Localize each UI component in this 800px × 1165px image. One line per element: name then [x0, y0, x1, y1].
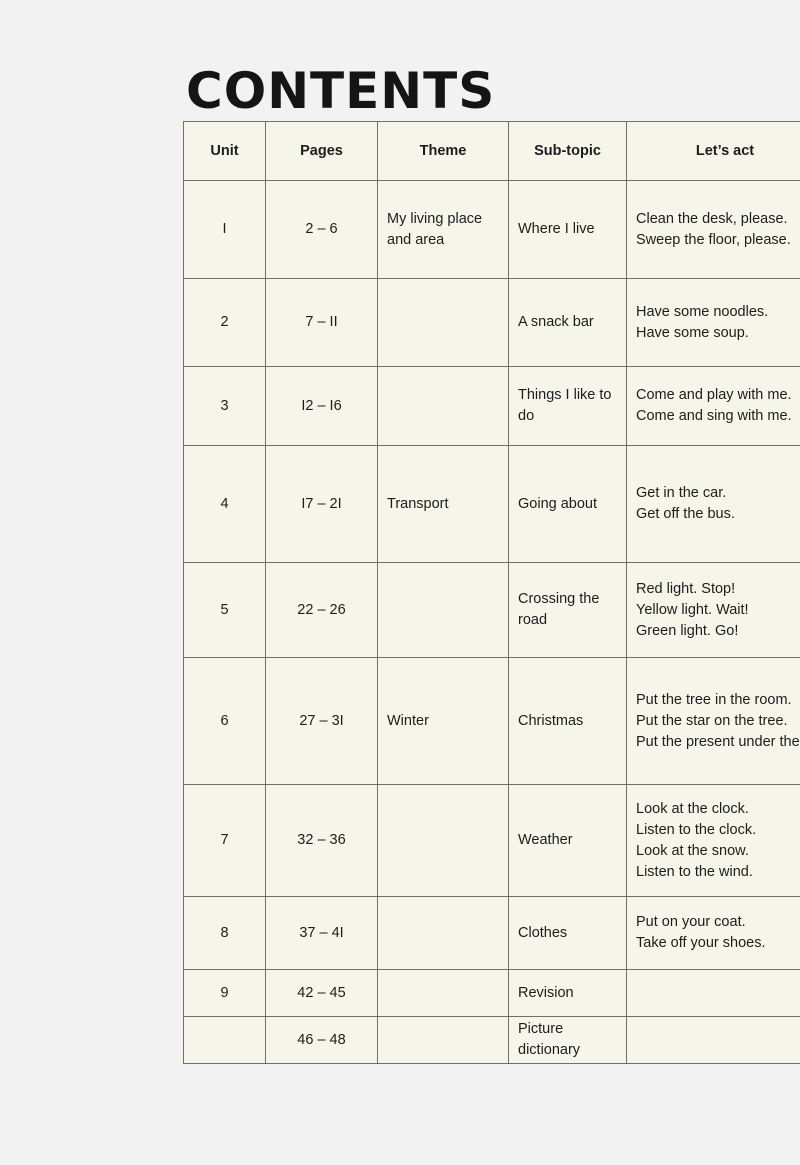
pages-cell: 22 – 26: [266, 563, 378, 658]
subtopic-cell: Weather: [509, 785, 627, 897]
act-line: Green light. Go!: [636, 622, 739, 639]
theme-cell: My living place and area: [378, 181, 509, 279]
contents-table: [183, 121, 800, 1064]
unit-cell: 7: [184, 785, 266, 897]
subtopic-cell: Where I live: [509, 181, 627, 279]
pages-cell: 37 – 4I: [266, 897, 378, 970]
unit-cell: I: [184, 181, 266, 279]
lets-act-cell: [627, 1017, 800, 1064]
act-line: Take off your shoes.: [636, 935, 766, 951]
table-row: [184, 897, 800, 970]
pages-cell: 7 – II: [266, 279, 378, 367]
table-row: [184, 785, 800, 897]
act-line: Put the star on the tree.: [636, 712, 788, 729]
page-title: CONTENTS: [186, 62, 496, 120]
act-line: Get in the car.: [636, 485, 727, 501]
act-line: Listen to the wind.: [636, 863, 753, 880]
table-row: [184, 279, 800, 367]
unit-cell: 9: [184, 970, 266, 1017]
pages-cell: 46 – 48: [266, 1017, 378, 1064]
pages-cell: 2 – 6: [266, 181, 378, 279]
theme-cell: [378, 279, 509, 367]
lets-act-cell: [627, 785, 800, 897]
act-line: Listen to the clock.: [636, 821, 757, 838]
theme-cell: [378, 970, 509, 1017]
header-subtopic: Sub-topic: [509, 122, 627, 181]
act-line: Put on your coat.: [636, 914, 746, 930]
lets-act-cell: [627, 181, 800, 279]
subtopic-cell: Crossing the road: [509, 563, 627, 658]
theme-cell: Transport: [378, 446, 509, 563]
act-line: Come and sing with me.: [636, 408, 792, 424]
pages-cell: 32 – 36: [266, 785, 378, 897]
unit-cell: 8: [184, 897, 266, 970]
pages-cell: 27 – 3I: [266, 658, 378, 785]
subtopic-cell: Going about: [509, 446, 627, 563]
table-row: [184, 181, 800, 279]
unit-cell: 5: [184, 563, 266, 658]
header-lets-act: Let’s act: [627, 122, 800, 181]
table-row: [184, 563, 800, 658]
unit-cell: 2: [184, 279, 266, 367]
pages-cell: 42 – 45: [266, 970, 378, 1017]
header-pages: Pages: [266, 122, 378, 181]
unit-cell: 4: [184, 446, 266, 563]
table-row: [184, 970, 800, 1017]
lets-act-cell: [627, 279, 800, 367]
act-line: Yellow light. Wait!: [636, 601, 749, 618]
subtopic-cell: A snack bar: [509, 279, 627, 367]
subtopic-cell: Christmas: [509, 658, 627, 785]
act-line: Put the present under the: [636, 733, 800, 750]
lets-act-cell: [627, 897, 800, 970]
header-theme: Theme: [378, 122, 509, 181]
header-unit: Unit: [184, 122, 266, 181]
subtopic-cell: Revision: [509, 970, 627, 1017]
act-line: Come and play with me.: [636, 387, 792, 403]
unit-cell: 6: [184, 658, 266, 785]
act-line: Have some noodles.: [636, 303, 769, 320]
subtopic-cell: Picture dictionary: [509, 1017, 627, 1064]
theme-cell: [378, 367, 509, 446]
act-line: Have some soup.: [636, 324, 749, 341]
lets-act-cell: [627, 658, 800, 785]
table-row: [184, 658, 800, 785]
lets-act-cell: [627, 970, 800, 1017]
table-row: [184, 367, 800, 446]
act-line: Put the tree in the room.: [636, 691, 792, 708]
pages-cell: I7 – 2I: [266, 446, 378, 563]
table-row: [184, 446, 800, 563]
subtopic-cell: Things I like to do: [509, 367, 627, 446]
table-row: [184, 1017, 800, 1064]
unit-cell: [184, 1017, 266, 1064]
act-line: Get off the bus.: [636, 506, 735, 522]
theme-cell: Winter: [378, 658, 509, 785]
act-line: Look at the clock.: [636, 800, 749, 817]
lets-act-cell: [627, 367, 800, 446]
theme-cell: [378, 785, 509, 897]
lets-act-cell: [627, 563, 800, 658]
lets-act-cell: [627, 446, 800, 563]
pages-cell: I2 – I6: [266, 367, 378, 446]
subtopic-cell: Clothes: [509, 897, 627, 970]
unit-cell: 3: [184, 367, 266, 446]
act-line: Clean the desk, please.: [636, 210, 788, 227]
theme-cell: [378, 563, 509, 658]
act-line: Sweep the floor, please.: [636, 231, 791, 248]
theme-cell: [378, 1017, 509, 1064]
header-row: [184, 122, 800, 181]
act-line: Look at the snow.: [636, 842, 749, 859]
act-line: Red light. Stop!: [636, 580, 736, 597]
theme-cell: [378, 897, 509, 970]
